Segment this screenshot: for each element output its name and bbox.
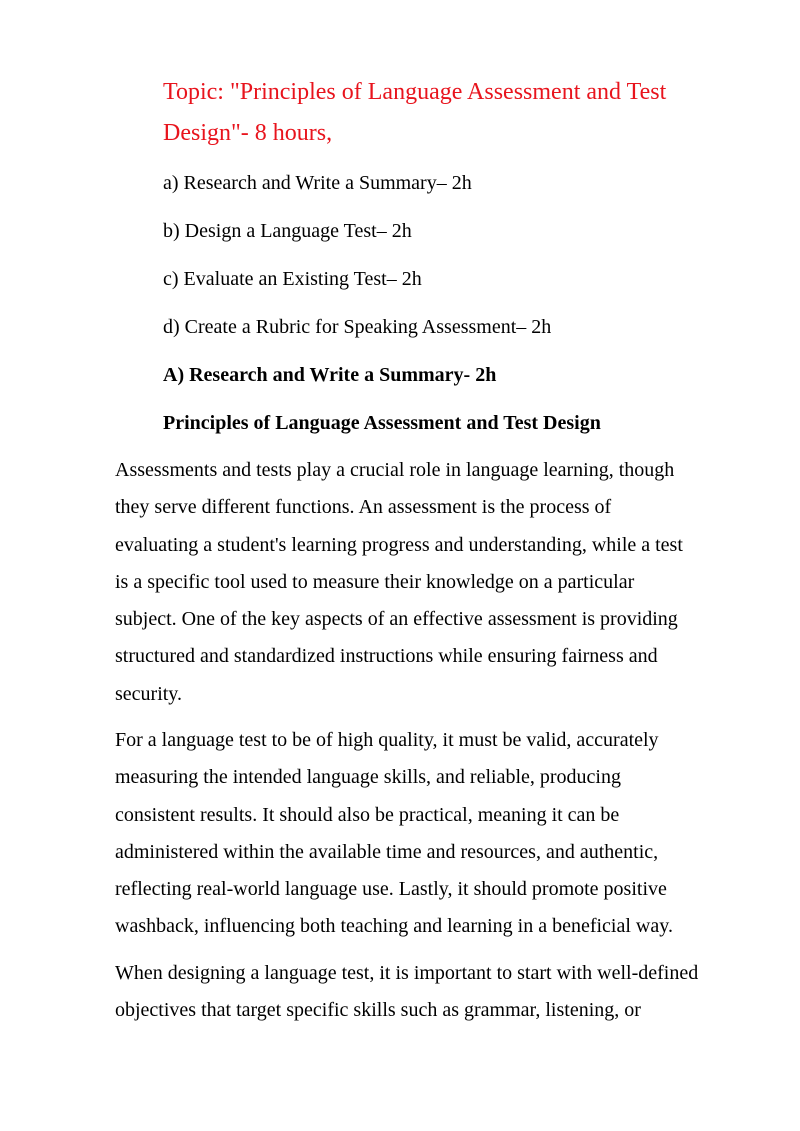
paragraph-line: subject. One of the key aspects of an effective assessment is providing bbox=[115, 608, 678, 631]
paragraph-line: washback, influencing both teaching and learning in a beneficial way. bbox=[115, 915, 673, 938]
paragraph-line: is a specific tool used to measure their knowledge on a particular bbox=[115, 570, 635, 593]
task-item-c: c) Evaluate an Existing Test– 2h bbox=[163, 268, 422, 290]
paragraph-2 bbox=[115, 722, 755, 946]
topic-title bbox=[163, 72, 763, 154]
paragraph-line: When designing a language test, it is important to start with well-defined bbox=[115, 962, 699, 984]
task-item-d: d) Create a Rubric for Speaking Assessment– 2h bbox=[163, 316, 552, 338]
paragraph-line: evaluating a student's learning progress and understanding, while a test bbox=[115, 533, 683, 556]
paragraph-line: measuring the intended language skills, and reliable, producing bbox=[115, 766, 621, 789]
topic-title-line-2: Design"- 8 hours, bbox=[163, 120, 333, 146]
paragraph-line: they serve different functions. An assessment is the process of bbox=[115, 496, 612, 519]
paragraph-line: administered within the available time and resources, and authentic, bbox=[115, 840, 659, 863]
paragraph-line: security. bbox=[115, 682, 183, 705]
paragraph-line: consistent results. It should also be practical, meaning it can be bbox=[115, 803, 620, 826]
section-subheading: Principles of Language Assessment and Test Design bbox=[163, 412, 601, 434]
paragraph-line: Assessments and tests play a crucial role in language learning, though bbox=[115, 459, 675, 481]
paragraph-line: structured and standardized instructions while ensuring fairness and bbox=[115, 645, 658, 668]
task-item-a: a) Research and Write a Summary– 2h bbox=[163, 172, 472, 194]
topic-title-line-1: Topic: "Principles of Language Assessment and Test bbox=[163, 79, 667, 105]
paragraph-3 bbox=[115, 955, 755, 1030]
paragraph-line: objectives that target specific skills such as grammar, listening, or bbox=[115, 999, 641, 1022]
task-item-b: b) Design a Language Test– 2h bbox=[163, 220, 412, 242]
paragraph-line: reflecting real-world language use. Lastly, it should promote positive bbox=[115, 878, 667, 901]
paragraph-1 bbox=[115, 452, 755, 713]
section-heading: A) Research and Write a Summary- 2h bbox=[163, 364, 497, 386]
paragraph-line: For a language test to be of high quality, it must be valid, accurately bbox=[115, 729, 659, 751]
